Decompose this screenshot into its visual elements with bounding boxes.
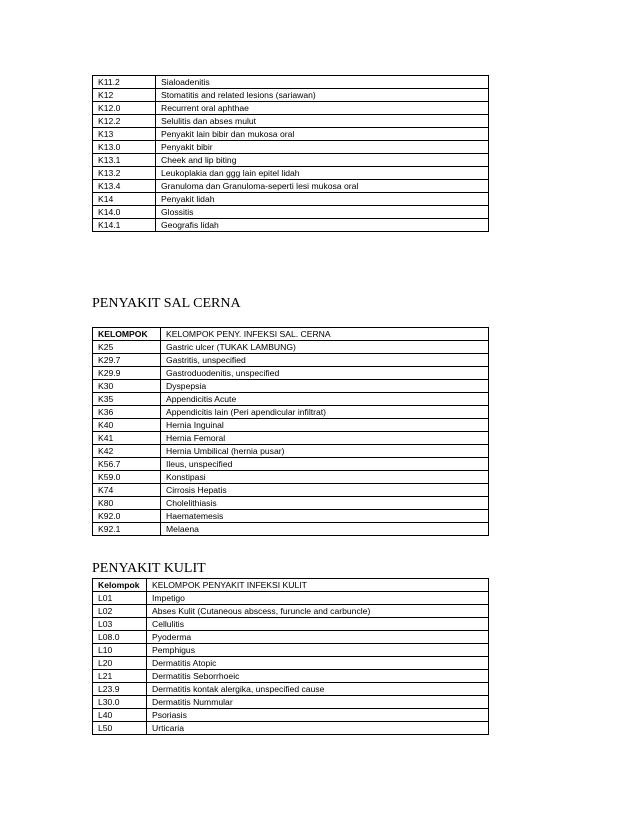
table-row bbox=[93, 193, 489, 206]
table-row bbox=[93, 393, 489, 406]
table-row bbox=[93, 709, 489, 722]
description-cell: Stomatitis and related lesions (sariawan) bbox=[156, 89, 489, 102]
code-cell: L21 bbox=[93, 670, 147, 683]
code-cell: K12.2 bbox=[93, 115, 156, 128]
code-cell: K42 bbox=[93, 445, 161, 458]
table-row bbox=[93, 722, 489, 735]
table-row bbox=[93, 115, 489, 128]
code-cell: K13.2 bbox=[93, 167, 156, 180]
description-cell: Dermatitis Seborrhoeic bbox=[147, 670, 489, 683]
table-row bbox=[93, 670, 489, 683]
description-cell: Dyspepsia bbox=[161, 380, 489, 393]
code-cell: K80 bbox=[93, 497, 161, 510]
code-cell: L40 bbox=[93, 709, 147, 722]
table-row bbox=[93, 354, 489, 367]
table-row bbox=[93, 458, 489, 471]
table-body bbox=[93, 341, 489, 536]
code-cell: K25 bbox=[93, 341, 161, 354]
code-cell: L08.0 bbox=[93, 631, 147, 644]
table-row bbox=[93, 683, 489, 696]
table-row bbox=[93, 419, 489, 432]
table-row bbox=[93, 76, 489, 89]
description-cell: Dermatitis kontak alergika, unspecified cause bbox=[147, 683, 489, 696]
description-cell: Ileus, unspecified bbox=[161, 458, 489, 471]
code-cell: K12 bbox=[93, 89, 156, 102]
code-cell: L03 bbox=[93, 618, 147, 631]
description-cell: Gastric ulcer (TUKAK LAMBUNG) bbox=[161, 341, 489, 354]
table-row bbox=[93, 631, 489, 644]
table-row bbox=[93, 484, 489, 497]
table-row bbox=[93, 367, 489, 380]
code-cell: K11.2 bbox=[93, 76, 156, 89]
code-cell: K74 bbox=[93, 484, 161, 497]
code-cell: K59.0 bbox=[93, 471, 161, 484]
description-cell: Appendicitis Acute bbox=[161, 393, 489, 406]
table-row bbox=[93, 432, 489, 445]
table-row bbox=[93, 657, 489, 670]
code-cell: L10 bbox=[93, 644, 147, 657]
table-row bbox=[93, 180, 489, 193]
code-cell: K13.4 bbox=[93, 180, 156, 193]
description-cell: Appendicitis lain (Peri apendicular infiltrat) bbox=[161, 406, 489, 419]
table-row bbox=[93, 592, 489, 605]
description-cell: Selulitis dan abses mulut bbox=[156, 115, 489, 128]
description-cell: Impetigo bbox=[147, 592, 489, 605]
code-cell: K36 bbox=[93, 406, 161, 419]
table-row bbox=[93, 89, 489, 102]
description-cell: Cellulitis bbox=[147, 618, 489, 631]
table-header bbox=[93, 579, 489, 592]
table-row bbox=[93, 618, 489, 631]
header-description: KELOMPOK PENYAKIT INFEKSI KULIT bbox=[147, 579, 489, 592]
table-row bbox=[93, 510, 489, 523]
code-cell: K29.9 bbox=[93, 367, 161, 380]
icd-table-sal-cerna bbox=[92, 327, 489, 536]
table-row bbox=[93, 141, 489, 154]
description-cell: Hernia Umbilical (hernia pusar) bbox=[161, 445, 489, 458]
code-cell: K40 bbox=[93, 419, 161, 432]
description-cell: Hernia Femoral bbox=[161, 432, 489, 445]
description-cell: Konstipasi bbox=[161, 471, 489, 484]
section-title-kulit: PENYAKIT KULIT bbox=[92, 561, 206, 576]
table-row bbox=[93, 128, 489, 141]
table-body bbox=[93, 76, 489, 232]
table-row bbox=[93, 523, 489, 536]
table-row bbox=[93, 341, 489, 354]
code-cell: K14.0 bbox=[93, 206, 156, 219]
description-cell: Pemphigus bbox=[147, 644, 489, 657]
code-cell: L01 bbox=[93, 592, 147, 605]
icd-table-oral bbox=[92, 75, 489, 232]
code-cell: K30 bbox=[93, 380, 161, 393]
description-cell: Recurrent oral aphthae bbox=[156, 102, 489, 115]
description-cell: Melaena bbox=[161, 523, 489, 536]
description-cell: Dermatitis Atopic bbox=[147, 657, 489, 670]
description-cell: Cheek and lip biting bbox=[156, 154, 489, 167]
description-cell: Hernia Inguinal bbox=[161, 419, 489, 432]
description-cell: Dermatitis Nummular bbox=[147, 696, 489, 709]
code-cell: K12.0 bbox=[93, 102, 156, 115]
description-cell: Leukoplakia dan ggg lain epitel lidah bbox=[156, 167, 489, 180]
table-row bbox=[93, 696, 489, 709]
code-cell: L02 bbox=[93, 605, 147, 618]
description-cell: Geografis lidah bbox=[156, 219, 489, 232]
description-cell: Cirrosis Hepatis bbox=[161, 484, 489, 497]
description-cell: Granuloma dan Granuloma-seperti lesi mukosa oral bbox=[156, 180, 489, 193]
description-cell: Gastroduodenitis, unspecified bbox=[161, 367, 489, 380]
description-cell: Pyoderma bbox=[147, 631, 489, 644]
code-cell: L23.9 bbox=[93, 683, 147, 696]
code-cell: K14 bbox=[93, 193, 156, 206]
code-cell: L30.0 bbox=[93, 696, 147, 709]
code-cell: K35 bbox=[93, 393, 161, 406]
table-row bbox=[93, 605, 489, 618]
table-row bbox=[93, 167, 489, 180]
description-cell: Penyakit lain bibir dan mukosa oral bbox=[156, 128, 489, 141]
code-cell: K13.1 bbox=[93, 154, 156, 167]
description-cell: Urticaria bbox=[147, 722, 489, 735]
table-body bbox=[93, 592, 489, 735]
code-cell: K92.0 bbox=[93, 510, 161, 523]
table-row bbox=[93, 219, 489, 232]
code-cell: K56.7 bbox=[93, 458, 161, 471]
description-cell: Sialoadenitis bbox=[156, 76, 489, 89]
table-row bbox=[93, 471, 489, 484]
code-cell: K92.1 bbox=[93, 523, 161, 536]
description-cell: Glossitis bbox=[156, 206, 489, 219]
section-title-sal-cerna: PENYAKIT SAL CERNA bbox=[92, 296, 241, 311]
code-cell: K41 bbox=[93, 432, 161, 445]
description-cell: Cholelithiasis bbox=[161, 497, 489, 510]
description-cell: Psoriasis bbox=[147, 709, 489, 722]
header-description: KELOMPOK PENY. INFEKSI SAL. CERNA bbox=[161, 328, 489, 341]
description-cell: Penyakit lidah bbox=[156, 193, 489, 206]
header-kelompok: Kelompok bbox=[93, 579, 147, 592]
table-row bbox=[93, 102, 489, 115]
code-cell: L50 bbox=[93, 722, 147, 735]
code-cell: K13.0 bbox=[93, 141, 156, 154]
table-row bbox=[93, 154, 489, 167]
table-row bbox=[93, 497, 489, 510]
table-row bbox=[93, 206, 489, 219]
code-cell: K13 bbox=[93, 128, 156, 141]
description-cell: Penyakit bibir bbox=[156, 141, 489, 154]
table-row bbox=[93, 406, 489, 419]
header-row bbox=[93, 579, 489, 592]
code-cell: K14.1 bbox=[93, 219, 156, 232]
table-header bbox=[93, 328, 489, 341]
description-cell: Abses Kulit (Cutaneous abscess, furuncle and carbuncle) bbox=[147, 605, 489, 618]
description-cell: Gastritis, unspecified bbox=[161, 354, 489, 367]
table-row bbox=[93, 445, 489, 458]
header-kelompok: KELOMPOK bbox=[93, 328, 161, 341]
code-cell: K29.7 bbox=[93, 354, 161, 367]
header-row bbox=[93, 328, 489, 341]
code-cell: L20 bbox=[93, 657, 147, 670]
description-cell: Haematemesis bbox=[161, 510, 489, 523]
icd-table-kulit bbox=[92, 578, 489, 735]
table-row bbox=[93, 644, 489, 657]
table-row bbox=[93, 380, 489, 393]
